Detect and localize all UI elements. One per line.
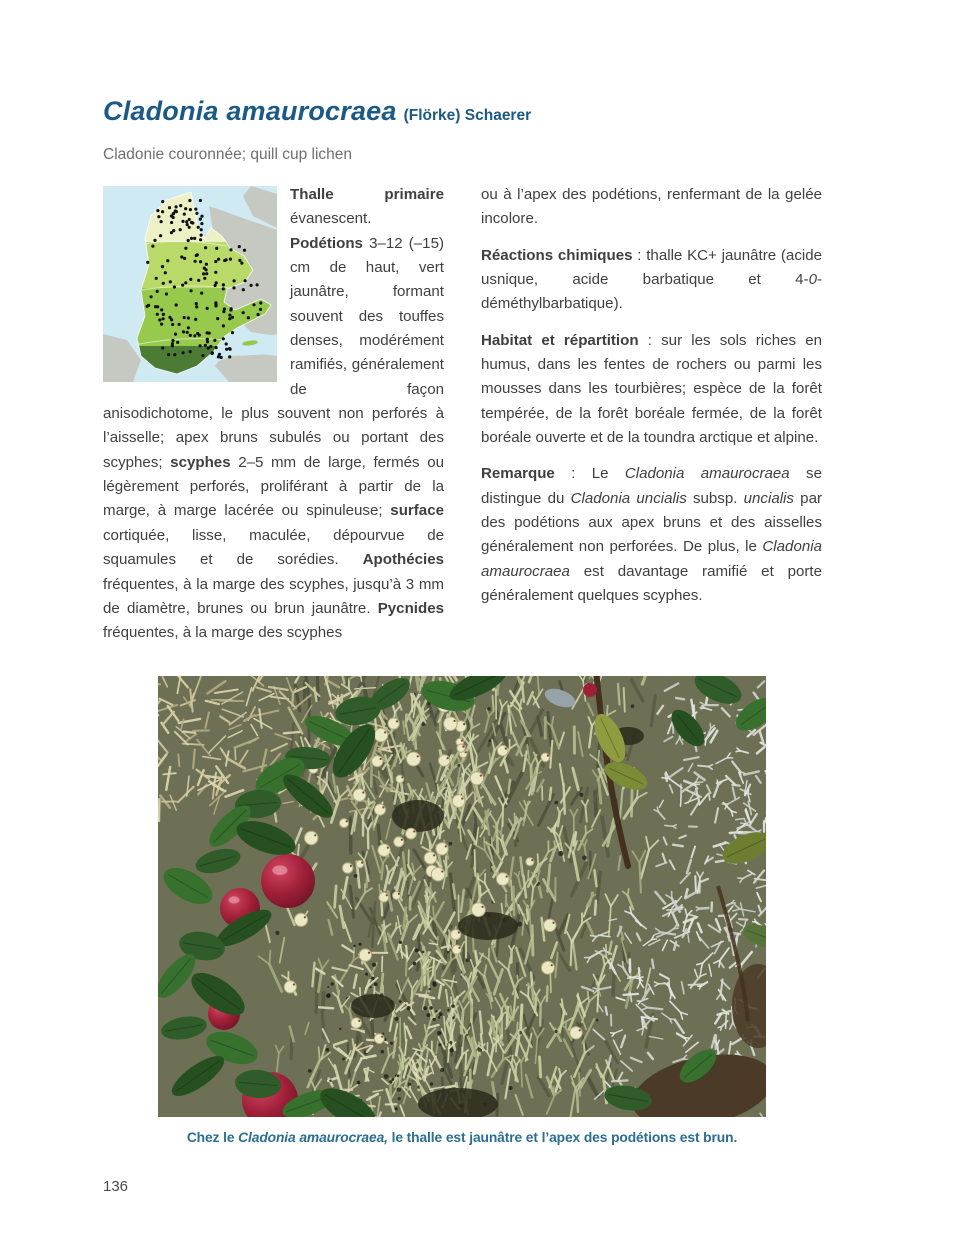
description-paragraph: Thalle primaire évanescent. Podétions 3–12 (–15) cm de haut, vert jaunâtre, formant souvent des touffes denses, modérément ramifiés, généralement de façon anisodichotome, le plus souvent non perforés à l’aisselle; apex bruns subulés ou portant des scyphes; scyphes 2–5 mm de large, fermés ou légèrement perforés, proliférant à partir de la marge, à marge lacérée ou spinuleuse; surface cortiquée, lisse, maculée, dépourvue de squamules et de sorédies. Apothécies fréquentes, à la marge des scyphes, jusqu’à 3 mm de diamètre, brunes ou brun jaunâtre. Pycnides fréquentes, à la marge des scyphes bbox=[103, 186, 444, 642]
paragraph-habitat-repartition: Habitat et répartition : sur les sols riches en humus, dans les fentes de rochers ou parmi les mousses dans les tourbières; espèce de la forêt tempérée, de la forêt boréale fermée, de la forêt boréale ouverte et de la toundra arctique et alpine. bbox=[481, 331, 822, 447]
right-column bbox=[481, 183, 822, 646]
description-columns bbox=[103, 183, 822, 646]
left-column bbox=[103, 183, 444, 646]
paragraph-pycnides-continued: ou à l’apex des podétions, renfermant de la gelée incolore. bbox=[481, 186, 822, 228]
species-photo bbox=[158, 676, 766, 1117]
paragraph-reactions-chimiques: Réactions chimiques : thalle KC+ jaunâtre (acide usnique, acide barbatique et 4-0-déméthylbarbatique). bbox=[481, 246, 823, 313]
species-authority: (Flörke) Schaerer bbox=[403, 107, 532, 124]
common-names: Cladonie couronnée; quill cup lichen bbox=[103, 146, 353, 163]
distribution-map-svg bbox=[103, 186, 277, 382]
paragraph-remarque: Remarque : Le Cladonia amaurocraea se distingue du Cladonia uncialis subsp. uncialis par des podétions aux apex bruns et des aisselles généralement non perforées. De plus, le Cladonia amaurocraea est davantage ramifié et porte généralement quelques scyphes. bbox=[481, 465, 822, 605]
distribution-map bbox=[103, 186, 277, 382]
species-header bbox=[103, 96, 531, 127]
species-photo-svg bbox=[158, 676, 766, 1117]
photo-caption: Chez le Cladonia amaurocraea, le thalle est jaunâtre et l’apex des podétions est brun. bbox=[186, 1130, 738, 1145]
page-number: 136 bbox=[103, 1178, 129, 1195]
species-title: Cladonia amaurocraea bbox=[103, 96, 397, 126]
